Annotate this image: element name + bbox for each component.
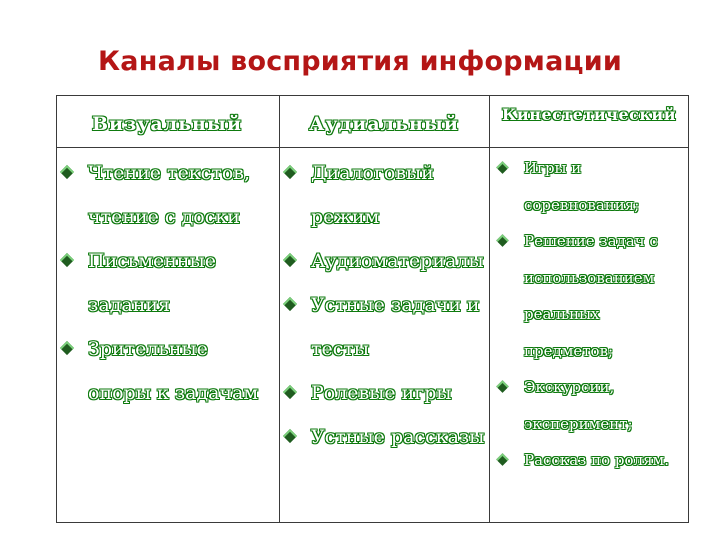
list-item xyxy=(283,331,488,375)
diamond-bullet-icon xyxy=(60,253,74,267)
list-item xyxy=(283,375,488,419)
list-item-text: Устные рассказы xyxy=(311,426,485,448)
list-item xyxy=(283,243,488,287)
list-item xyxy=(496,226,688,263)
list-item-text: Устные задачи и xyxy=(311,294,480,316)
diamond-bullet-icon xyxy=(283,429,297,443)
list-item-text: Диалоговый xyxy=(311,162,434,184)
diamond-bullet-icon xyxy=(60,341,74,355)
list-item-text: тесты xyxy=(311,338,370,360)
list-item-text: Ролевые игры xyxy=(311,382,452,404)
diamond-bullet-icon xyxy=(496,161,509,174)
column-divider xyxy=(489,96,490,522)
diamond-bullet-icon xyxy=(496,453,509,466)
list-item xyxy=(496,372,688,409)
column-heading-auditory: Аудиальный xyxy=(308,113,460,135)
list-item-text: Экскурсии, xyxy=(524,378,615,396)
column-divider xyxy=(279,96,280,522)
list-item-text: предметов; xyxy=(524,341,614,360)
list-item xyxy=(283,155,488,199)
list-item xyxy=(496,263,688,300)
column-kinesthetic xyxy=(496,153,688,482)
list-item-text: Рассказ по ролям. xyxy=(524,451,669,469)
list-item-text: опоры к задачам xyxy=(88,382,259,404)
list-item-text: задания xyxy=(88,294,171,316)
diamond-bullet-icon xyxy=(60,165,74,179)
list-item-text: Игры и xyxy=(524,159,582,177)
list-item xyxy=(496,299,688,336)
list-item xyxy=(60,155,275,199)
column-heading-visual: Визуальный xyxy=(91,113,243,135)
list-item xyxy=(496,409,688,446)
list-item xyxy=(60,331,275,375)
diamond-bullet-icon xyxy=(283,297,297,311)
list-item xyxy=(496,445,688,482)
column-visual xyxy=(60,155,275,419)
diamond-bullet-icon xyxy=(283,253,297,267)
list-item-text: Чтение текстов, xyxy=(88,162,251,184)
list-item xyxy=(60,375,275,419)
list-item-text: соревнования; xyxy=(524,195,640,214)
header-divider xyxy=(57,147,688,148)
list-item-text: использованием xyxy=(524,268,655,287)
list-item xyxy=(60,243,275,287)
list-item xyxy=(60,287,275,331)
list-item-text: эксперимент; xyxy=(524,414,633,433)
list-item-text: режим xyxy=(311,206,380,228)
list-item xyxy=(496,153,688,190)
column-heading-kinesthetic: Кинестетический xyxy=(501,105,677,124)
diamond-bullet-icon xyxy=(283,165,297,179)
list-item-text: чтение с доски xyxy=(88,206,240,228)
list-item xyxy=(283,199,488,243)
list-item-text: реальных xyxy=(524,305,600,323)
diamond-bullet-icon xyxy=(496,380,509,393)
list-item-text: Решение задач с xyxy=(524,232,658,250)
diamond-bullet-icon xyxy=(496,234,509,247)
list-item xyxy=(60,199,275,243)
list-item xyxy=(496,336,688,373)
slide-title: Каналы восприятия информации xyxy=(98,46,622,77)
list-item xyxy=(283,287,488,331)
column-auditory xyxy=(283,155,488,463)
list-item-text: Аудиоматериалы xyxy=(311,250,484,272)
list-item-text: Письменные xyxy=(88,250,216,272)
list-item-text: Зрительные xyxy=(88,338,208,360)
diamond-bullet-icon xyxy=(283,385,297,399)
list-item xyxy=(496,190,688,227)
list-item xyxy=(283,419,488,463)
